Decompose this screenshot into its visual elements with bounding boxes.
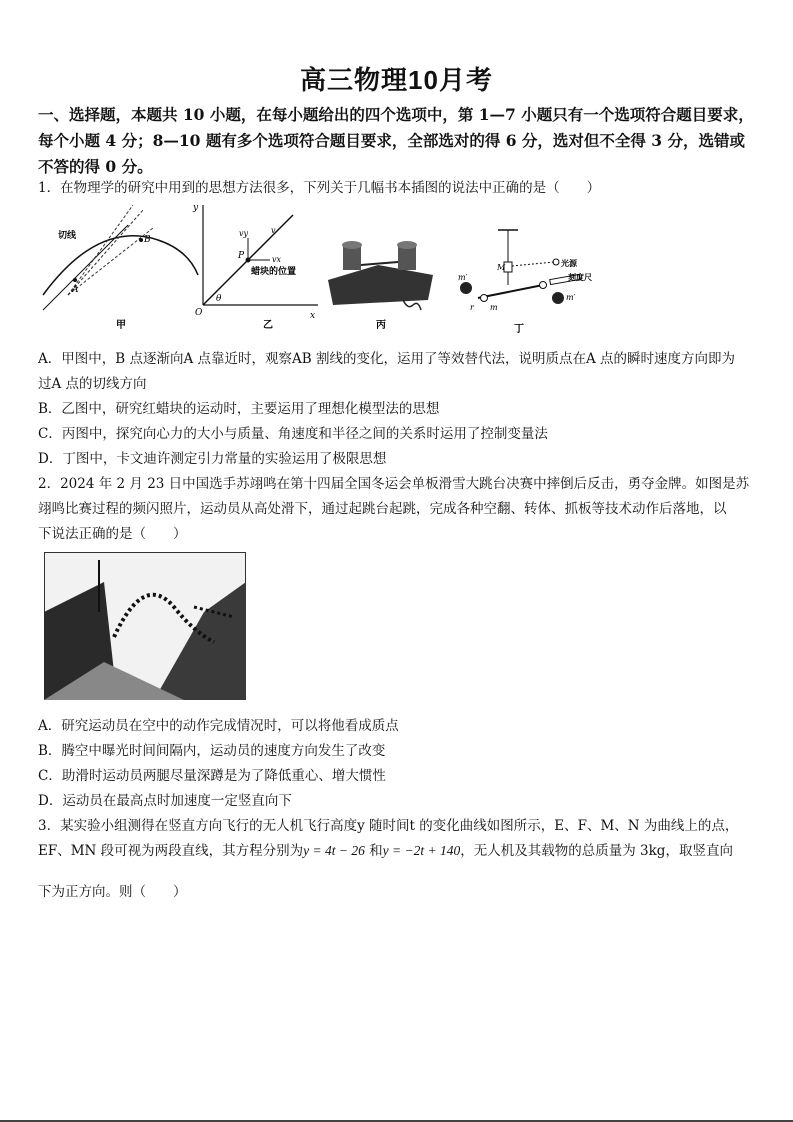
bing-disc-left	[342, 241, 362, 249]
ding-label-mprime-right: m′	[566, 293, 576, 302]
jia-label-b: B	[144, 235, 151, 245]
q2-option-d: D．运动员在最高点时加速度一定竖直向下	[38, 793, 292, 809]
ding-label-scale: 刻度尺	[568, 272, 592, 282]
title-prefix: 高三物理	[300, 66, 409, 96]
yi-label-vy: vy	[239, 229, 249, 238]
yi-block-label: 蜡块的位置	[251, 267, 297, 277]
ding-caption: 丁	[514, 324, 524, 335]
bing-disc-right	[397, 241, 417, 249]
yi-label-o: O	[195, 308, 203, 318]
jia-point-b	[139, 238, 143, 242]
q1-stem: 1．在物理学的研究中用到的思想方法很多，下列关于几幅书本插图的说法中正确的是（ ）	[38, 180, 601, 196]
yi-label-x: x	[310, 311, 316, 321]
ding-big-ball-right	[552, 292, 564, 304]
q2-strobe-photo	[44, 552, 246, 700]
jia-caption: 甲	[116, 320, 126, 331]
q3-and: 和	[364, 843, 383, 859]
q1-option-c: C．丙图中，探究向心力的大小与质量、角速度和半径之间的关系时运用了控制变量法	[38, 426, 548, 442]
bing-caption: 丙	[376, 320, 386, 331]
q1-option-b: B．乙图中，研究红蜡块的运动时，主要运用了理想化模型法的思想	[38, 401, 440, 417]
ding-label-mprime-left: m′	[458, 273, 468, 282]
ding-small-ball-right	[540, 282, 547, 289]
q3-stem-line1: 3．某实验小组测得在竖直方向飞行的无人机飞行高度y 随时间t 的变化曲线如图所示，E、F、M、N 为曲线上的点，	[38, 818, 739, 834]
jia-point-a	[73, 278, 77, 282]
q3-stem-line3: 下为正方向。则（ ）	[38, 884, 187, 900]
ding-label-m-left: m	[490, 303, 498, 312]
q3-stem-line2	[38, 841, 733, 861]
ding-label-m-mirror: M	[497, 263, 506, 272]
q2-option-a: A．研究运动员在空中的动作完成情况时，可以将他看成质点	[38, 718, 399, 734]
title-suffix: 月考	[438, 66, 493, 96]
q3-stem-line2-tail: ，无人机及其载物的总质量为 3kg，取竖直向	[460, 843, 733, 859]
yi-label-vx: vx	[272, 255, 282, 264]
jia-tangent-label: 切线	[58, 231, 77, 241]
q2-stem-line3: 下说法正确的是（ ）	[38, 526, 187, 542]
q3-equation-ef: y = 4t − 26	[303, 843, 365, 858]
yi-caption: 乙	[263, 320, 273, 331]
q1-option-a-line1: A．甲图中，B 点逐渐向A 点靠近时，观察AB 割线的变化，运用了等效替代法，说明质点在A 点的瞬时速度方向即为	[38, 351, 736, 367]
q2-option-c: C．助滑时运动员两腿尽量深蹲是为了降低重心、增大惯性	[38, 768, 386, 784]
q2-option-b: B．腾空中曝光时间间隔内，运动员的速度方向发生了改变	[38, 743, 386, 759]
title-number: 10	[408, 65, 439, 95]
ding-label-r: r	[470, 303, 474, 312]
section-header: 一、选择题，本题共 10 小题，在每小题给出的四个选项中，第 1—7 小题只有一个选项符合题目要求，每个小题 4 分；8—10 题有多个选项符合题目要求，全部选对的得 6 分，选对但不全得 3 分，选错或不答的得 0 分。	[38, 105, 754, 176]
q3-stem-line2-text: EF、MN 段可视为两段直线，其方程分别为	[38, 843, 304, 859]
q1-option-a-line2: 过A 点的切线方向	[38, 376, 147, 392]
q3-equation-mn: y = −2t + 140	[382, 843, 461, 858]
yi-label-y: y	[193, 203, 199, 213]
q1-option-d: D．丁图中，卡文迪许测定引力常量的实验运用了极限思想	[38, 451, 387, 467]
q1-figure	[38, 200, 608, 340]
q2-stem-line2: 翊鸣比赛过程的频闪照片，运动员从高处滑下，通过起跳台起跳，完成各种空翻、转体、抓板等技术动作后落地，以	[38, 501, 727, 517]
ding-label-light: 光源	[561, 258, 577, 268]
yi-label-v: v	[271, 226, 276, 235]
q2-stem-line1: 2．2024 年 2 月 23 日中国选手苏翊鸣在第十四届全国冬运会单板滑雪大跳台决赛中摔倒后反击，勇夺金牌。如图是苏	[38, 476, 750, 492]
yi-label-theta: θ	[216, 294, 222, 304]
jia-label-a: A	[72, 285, 79, 295]
ding-light-source	[553, 259, 559, 265]
yi-label-p: P	[238, 251, 245, 261]
ding-big-ball-left	[460, 282, 472, 294]
yi-point-p	[246, 258, 251, 263]
page-title	[0, 60, 793, 97]
ding-small-ball-left	[481, 295, 488, 302]
